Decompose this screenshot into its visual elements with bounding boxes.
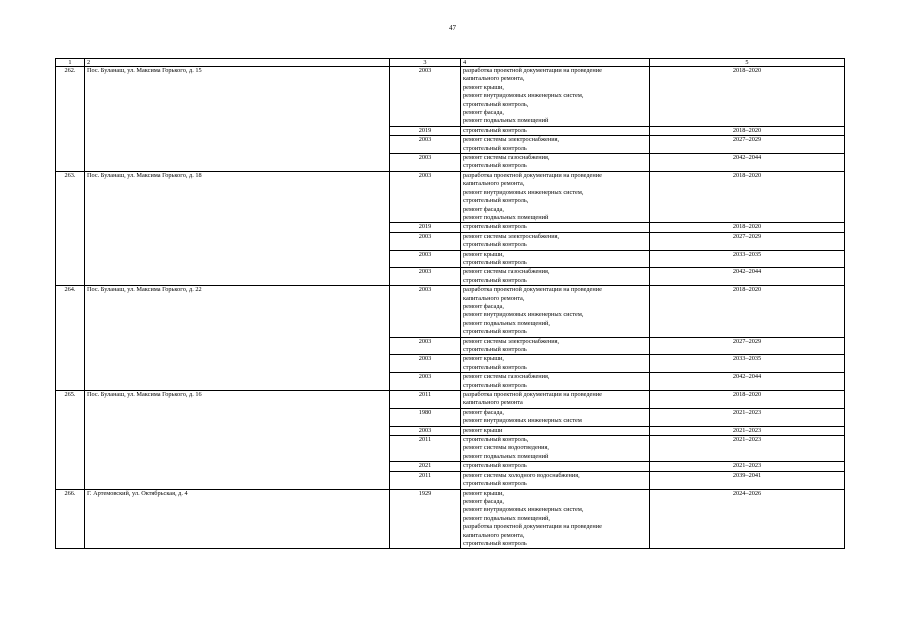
row-year: 2011 <box>390 391 461 409</box>
work-item: ремонт подвальных помещений, <box>463 319 550 327</box>
work-item: ремонт системы водоотведения, <box>463 444 549 452</box>
row-year: 2003 <box>390 154 461 172</box>
row-period: 2021–2023 <box>650 426 845 435</box>
row-period: 2042–2044 <box>650 268 845 286</box>
row-works <box>461 67 650 127</box>
row-works <box>461 489 650 549</box>
work-item: ремонт системы газоснабжения, <box>463 154 550 162</box>
work-item: строительный контроль, <box>463 197 529 205</box>
work-item: ремонт системы электроснабжения, <box>463 337 560 345</box>
work-item: ремонт крыши, <box>463 355 505 363</box>
row-period: 2021–2023 <box>650 408 845 426</box>
header-col-3: 3 <box>390 59 461 67</box>
entry-address: Пос. Буланаш, ул. Максима Горького, д. 15 <box>85 67 390 172</box>
row-works <box>461 355 650 373</box>
entry-number: 265. <box>56 391 85 489</box>
page-number: 47 <box>449 24 456 32</box>
header-col-2: 2 <box>85 59 390 67</box>
header-col-5: 5 <box>650 59 845 67</box>
entry-address: Г. Артемовский, ул. Октябрьская, д. 4 <box>85 489 390 549</box>
work-item: строительный контроль, <box>463 436 529 444</box>
work-item: капитального ремонта, <box>463 294 525 302</box>
row-period: 2018–2020 <box>650 126 845 135</box>
work-item: ремонт подвальных помещений, <box>463 514 550 522</box>
table-body <box>56 67 845 549</box>
row-period: 2021–2023 <box>650 462 845 471</box>
row-year: 2003 <box>390 67 461 127</box>
work-item: ремонт крыши, <box>463 250 505 258</box>
row-works <box>461 408 650 426</box>
row-works <box>461 471 650 489</box>
work-item: строительный контроль <box>463 480 527 488</box>
row-period: 2018–2020 <box>650 286 845 337</box>
work-item: строительный контроль <box>463 539 527 547</box>
work-item: строительный контроль <box>463 126 527 134</box>
row-works <box>461 337 650 355</box>
work-item: строительный контроль <box>463 258 527 266</box>
work-item: строительный контроль <box>463 241 527 249</box>
repair-schedule-table <box>55 58 845 549</box>
table-row <box>56 171 845 222</box>
entry-address: Пос. Буланаш, ул. Максима Горького, д. 22 <box>85 286 390 391</box>
row-works <box>461 136 650 154</box>
entry-number: 263. <box>56 171 85 285</box>
work-item: ремонт крыши, <box>463 83 505 91</box>
row-period: 2024–2026 <box>650 489 845 549</box>
row-works <box>461 171 650 222</box>
work-item: ремонт системы газоснабжения, <box>463 373 550 381</box>
row-year: 2003 <box>390 426 461 435</box>
work-item: строительный контроль <box>463 381 527 389</box>
work-item: строительный контроль <box>463 162 527 170</box>
row-period: 2018–2020 <box>650 391 845 409</box>
work-item: строительный контроль <box>463 346 527 353</box>
work-item: капитального ремонта, <box>463 531 525 539</box>
row-year: 2011 <box>390 436 461 462</box>
row-works <box>461 426 650 435</box>
work-item: разработка проектной документации на проведение <box>463 67 602 74</box>
row-period: 2042–2044 <box>650 154 845 172</box>
table-row <box>56 67 845 127</box>
work-item: строительный контроль <box>463 363 527 371</box>
row-period: 2021–2023 <box>650 436 845 462</box>
work-item: разработка проектной документации на проведение <box>463 523 602 531</box>
row-period: 2042–2044 <box>650 373 845 391</box>
row-year: 2003 <box>390 337 461 355</box>
work-item: разработка проектной документации на проведение <box>463 171 602 179</box>
work-item: ремонт системы газоснабжения, <box>463 268 550 276</box>
entry-address: Пос. Буланаш, ул. Максима Горького, д. 16 <box>85 391 390 489</box>
row-period: 2039–2041 <box>650 471 845 489</box>
header-col-4: 4 <box>461 59 650 67</box>
entry-number: 262. <box>56 67 85 172</box>
row-period: 2018–2020 <box>650 223 845 232</box>
work-item: капитального ремонта, <box>463 75 525 83</box>
row-year: 2019 <box>390 126 461 135</box>
row-year: 2003 <box>390 373 461 391</box>
row-works <box>461 462 650 471</box>
row-period: 2027–2029 <box>650 136 845 154</box>
row-works <box>461 373 650 391</box>
row-works <box>461 436 650 462</box>
work-item: ремонт подвальных помещений <box>463 213 549 221</box>
work-item: ремонт внутридомовых инженерных систем, <box>463 506 584 514</box>
entry-number: 264. <box>56 286 85 391</box>
row-works <box>461 223 650 232</box>
work-item: ремонт внутридомовых инженерных систем <box>463 417 582 425</box>
work-item: строительный контроль, <box>463 100 529 108</box>
row-period: 2033–2035 <box>650 250 845 268</box>
row-works <box>461 286 650 337</box>
row-year: 2003 <box>390 136 461 154</box>
row-year: 2003 <box>390 355 461 373</box>
table-row <box>56 489 845 549</box>
header-row <box>56 59 845 67</box>
header-col-1: 1 <box>56 59 85 67</box>
row-period: 2027–2029 <box>650 337 845 355</box>
entry-address: Пос. Буланаш, ул. Максима Горького, д. 18 <box>85 171 390 285</box>
work-item: ремонт подвальных помещений <box>463 117 549 125</box>
row-works <box>461 391 650 409</box>
work-item: ремонт системы электроснабжения, <box>463 136 560 144</box>
work-item: ремонт системы холодного водоснабжения, <box>463 471 580 479</box>
work-item: строительный контроль <box>463 144 527 152</box>
row-year: 1980 <box>390 408 461 426</box>
row-period: 2027–2029 <box>650 232 845 250</box>
row-works <box>461 154 650 172</box>
row-year: 2011 <box>390 471 461 489</box>
work-item: ремонт фасада, <box>463 408 504 416</box>
work-item: разработка проектной документации на проведение <box>463 391 602 399</box>
row-works <box>461 250 650 268</box>
row-year: 2019 <box>390 223 461 232</box>
work-item: ремонт внутридомовых инженерных систем, <box>463 311 584 319</box>
work-item: ремонт фасада, <box>463 497 504 505</box>
work-item: ремонт фасада, <box>463 302 504 310</box>
row-year: 2003 <box>390 268 461 286</box>
work-item: строительный контроль <box>463 328 527 336</box>
work-item: ремонт фасада, <box>463 109 504 117</box>
work-item: разработка проектной документации на проведение <box>463 286 602 294</box>
table-row <box>56 391 845 409</box>
work-item: ремонт внутридомовых инженерных систем, <box>463 92 584 100</box>
row-works <box>461 232 650 250</box>
work-item: ремонт системы электроснабжения, <box>463 232 560 240</box>
row-year: 2003 <box>390 232 461 250</box>
work-item: строительный контроль <box>463 276 527 284</box>
row-period: 2018–2020 <box>650 171 845 222</box>
work-item: ремонт крыши <box>463 426 503 434</box>
work-item: капитального ремонта, <box>463 180 525 188</box>
row-year: 2003 <box>390 250 461 268</box>
table-row <box>56 286 845 337</box>
entry-number: 266. <box>56 489 85 549</box>
row-period: 2033–2035 <box>650 355 845 373</box>
row-year: 2003 <box>390 171 461 222</box>
work-item: ремонт крыши, <box>463 489 505 497</box>
row-works <box>461 126 650 135</box>
row-year: 2021 <box>390 462 461 471</box>
row-year: 1929 <box>390 489 461 549</box>
row-year: 2003 <box>390 286 461 337</box>
row-works <box>461 268 650 286</box>
work-item: ремонт внутридомовых инженерных систем, <box>463 188 584 196</box>
work-item: строительный контроль <box>463 462 527 470</box>
work-item: капитального ремонта <box>463 399 523 407</box>
work-item: ремонт фасада, <box>463 205 504 213</box>
work-item: строительный контроль <box>463 223 527 231</box>
row-period: 2018–2020 <box>650 67 845 127</box>
work-item: ремонт подвальных помещений <box>463 452 549 460</box>
